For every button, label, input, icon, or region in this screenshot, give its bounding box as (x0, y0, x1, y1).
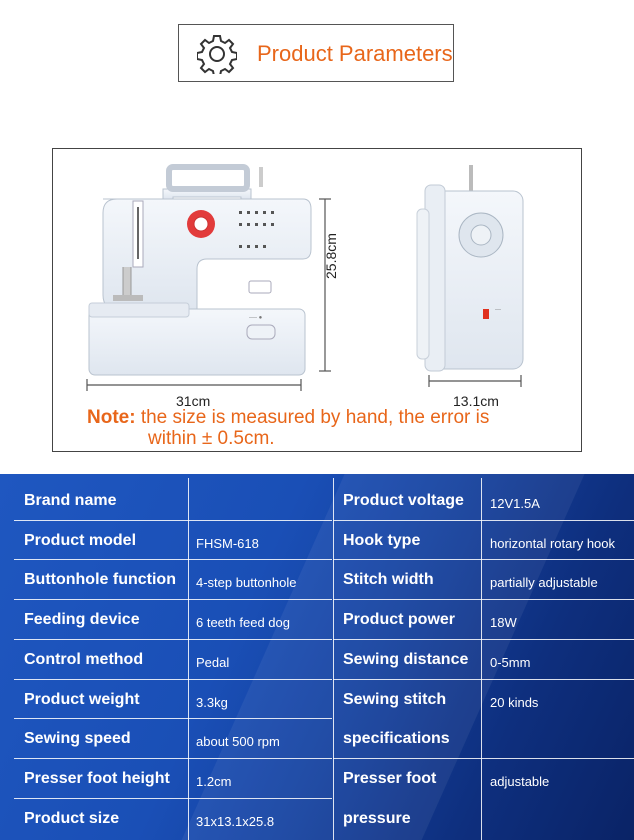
spec-right-key: specifications (343, 730, 450, 748)
note-prefix: Note: (87, 407, 136, 428)
spec-left-value: 4-step buttonhole (196, 575, 297, 591)
measurement-note (87, 407, 567, 449)
note-line-2: within ± 0.5cm. (148, 428, 275, 449)
spec-left-value: 3.3kg (196, 694, 228, 710)
spec-left-key: Presser foot height (24, 769, 170, 787)
spec-left-value: FHSM-618 (196, 535, 259, 551)
sewing-machine-illustration (53, 149, 581, 451)
spec-right-value: partially adjustable (490, 575, 598, 591)
spec-right-key: Hook type (343, 531, 421, 549)
spec-right-key: Presser foot (343, 769, 437, 787)
spec-right-value: horizontal rotary hook (490, 535, 616, 551)
spec-right-value: 18W (490, 615, 517, 631)
width-label: 31cm (176, 393, 211, 409)
page-title: Product Parameters (257, 41, 453, 66)
spec-right-key: Product power (343, 611, 456, 629)
spec-left-key: Control method (24, 650, 144, 668)
svg-text:---: --- (495, 307, 501, 313)
spec-left-value: about 500 rpm (196, 734, 280, 750)
spec-right-key: Sewing distance (343, 650, 469, 668)
depth-dimension-line (429, 375, 521, 387)
spec-left-value: 1.2cm (196, 773, 232, 789)
spec-right-key: pressure (343, 809, 411, 827)
gear-icon (197, 34, 237, 74)
spec-left-key: Brand name (24, 492, 117, 509)
spec-right-key: Product voltage (343, 492, 464, 509)
spec-left-key: Feeding device (24, 611, 140, 629)
spec-right-value: 12V1.5A (490, 496, 540, 511)
depth-label: 13.1cm (453, 393, 499, 409)
section-header (178, 24, 454, 82)
machine-front-view (89, 167, 311, 375)
note-line-1: the size is measured by hand, the error is (135, 407, 490, 428)
spec-left-key: Product weight (24, 690, 140, 708)
spec-left-key: Product size (24, 809, 120, 827)
width-dimension-line (87, 379, 301, 391)
machine-side-view (417, 165, 523, 371)
spec-right-value: 20 kinds (490, 694, 539, 710)
height-label: 25.8cm (323, 233, 339, 279)
height-dimension-line (319, 199, 331, 371)
spec-right-value: adjustable (490, 773, 550, 789)
spec-right-value: 0-5mm (490, 654, 531, 670)
product-photo-frame (52, 148, 582, 452)
spec-right-key: Sewing stitch (343, 690, 447, 708)
spec-right-key: Stitch width (343, 571, 434, 589)
spec-left-value: 31x13.1x25.8 (196, 813, 275, 829)
spec-left-key: Product model (24, 531, 137, 549)
spec-left-value: Pedal (196, 654, 230, 670)
spec-left-value: 6 teeth feed dog (196, 615, 290, 631)
spec-left-key: Buttonhole function (24, 571, 176, 589)
spec-left-key: Sewing speed (24, 730, 131, 748)
svg-text:---- ●: ---- ● (249, 315, 263, 321)
spec-table (0, 474, 634, 840)
